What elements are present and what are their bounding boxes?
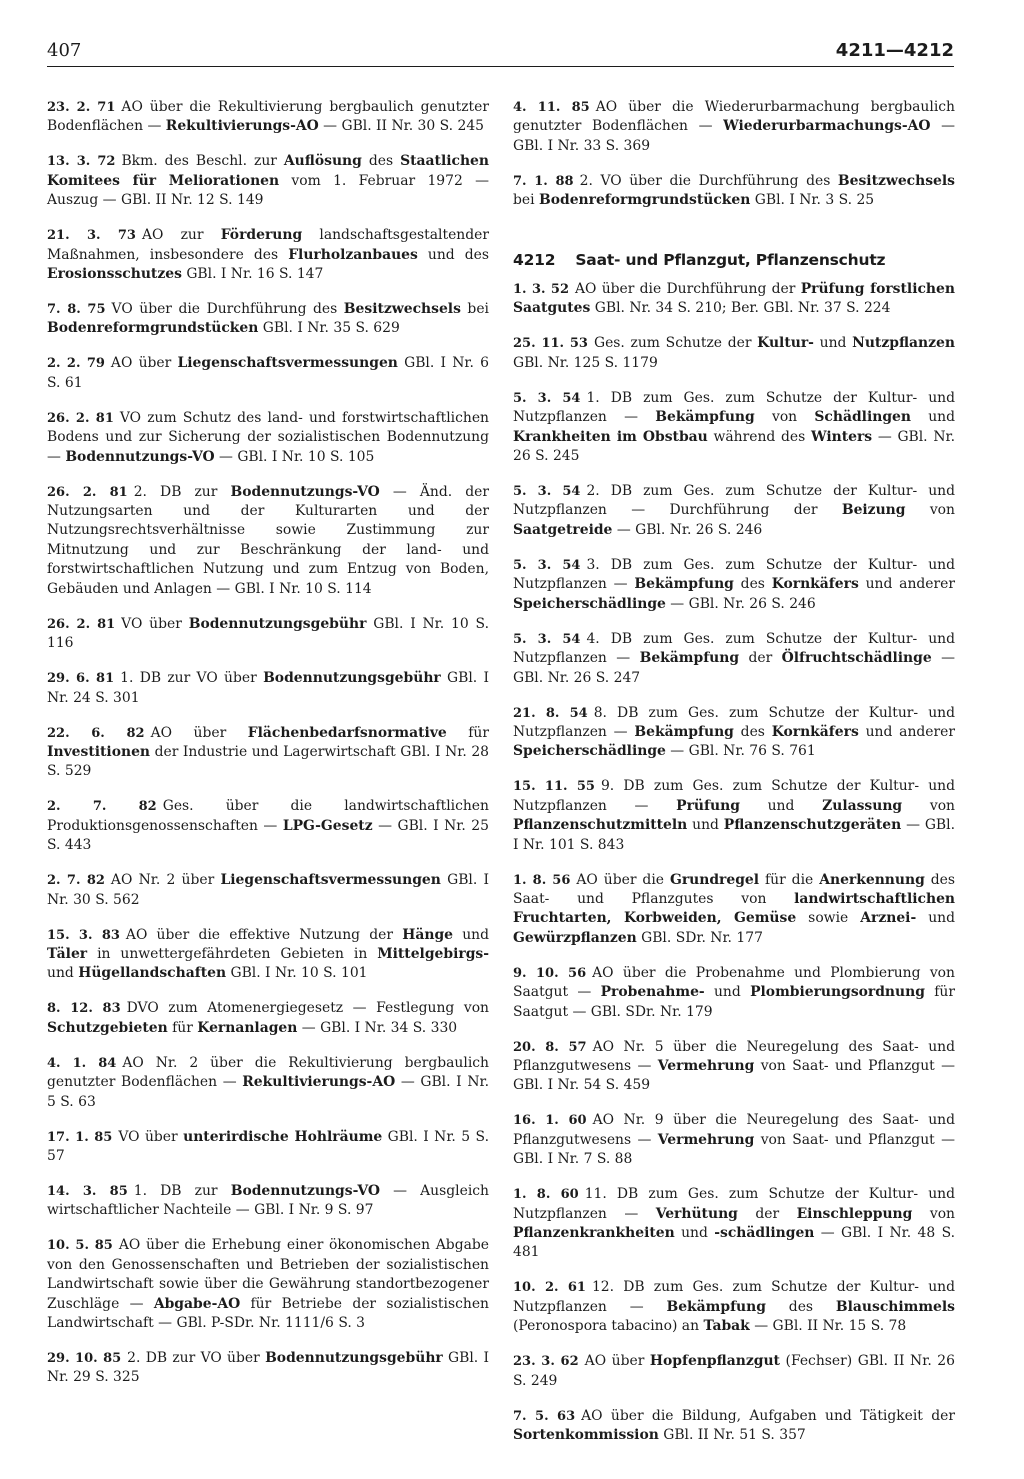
entry-text: des <box>733 576 772 593</box>
entry-text: 1. DB zum Ges. zum Schutze der Kultur- und Nutzpflanzen — <box>513 389 955 426</box>
entry-text: GBl. I Nr. 29 S. 325 <box>47 1350 489 1386</box>
entry-text: Ges. zum Schutze der <box>593 335 758 352</box>
entry-text: GBl. I Nr. 35 S. 629 <box>258 320 400 337</box>
entry-text: AO Nr. 9 über die Neuregelung des Saat- und Pflanzgutwesens — <box>513 1112 955 1148</box>
entry-text: 8. DB zum Ges. zum Schutze der Kultur- und Nutzpflanzen — <box>513 704 955 740</box>
entry-text: GBl. Nr. 34 S. 210; Ber. GBl. Nr. 37 S. 224 <box>590 300 891 317</box>
entry-date: 2. 7. 82 <box>47 799 157 815</box>
entry-text: AO Nr. 2 über die Rekultivierung bergbaulich genutzter Bodenflächen — <box>47 1054 489 1091</box>
entry-keyword: Bekämpfung <box>666 1298 766 1315</box>
entry-text: GBl. I Nr. 5 S. 57 <box>47 1128 489 1164</box>
entry-text: — Ausgleich wirtschaftlicher Nachteile — GBl. I Nr. 9 S. 97 <box>47 1182 489 1219</box>
entry-date: 7. 5. 63 <box>513 1408 576 1424</box>
entry-keyword: -schädlingen <box>714 1225 815 1241</box>
entry-text: des <box>361 153 401 170</box>
entry-text: und <box>687 817 724 834</box>
entry-keyword: Winters <box>811 428 873 445</box>
entry-date: 26. 2. 81 <box>47 616 116 632</box>
entry-text: Ges. über die landwirtschaftlichen Produktionsgenossenschaften — <box>47 798 489 834</box>
entry-keyword: Flurholzanbaues <box>288 246 418 263</box>
entry-text: AO über <box>150 724 248 741</box>
page-header <box>47 40 954 68</box>
entry-text: von <box>905 502 955 519</box>
entry-text: und des <box>417 246 489 263</box>
entry-keyword: Speicherschädlinge <box>513 595 666 612</box>
right-top-entries <box>513 98 955 211</box>
entry-date: 16. 1. 60 <box>513 1113 587 1129</box>
entry-keyword: Gewürzpflanzen <box>513 929 637 946</box>
page-number: 407 <box>47 40 82 61</box>
entry-keyword: Beizung <box>841 502 906 519</box>
entry-text: — GBl. Nr. 76 S. 761 <box>665 743 816 760</box>
entry-keyword: Tabak <box>703 1318 750 1335</box>
entry-keyword: Kernanlagen <box>197 1019 298 1036</box>
entry-keyword: Vermehrung <box>657 1131 755 1148</box>
entry-text: VO über <box>118 1128 184 1145</box>
entry-date: 1. 8. 60 <box>513 1187 579 1203</box>
entry-keyword: Saatgetreide <box>513 521 613 538</box>
index-entry <box>513 1111 955 1169</box>
entry-date: 4. 1. 84 <box>47 1055 117 1071</box>
header-rule <box>47 66 954 67</box>
entry-date: 17. 1. 85 <box>47 1129 113 1145</box>
entry-keyword: Pflanzenkrankheiten <box>513 1225 675 1241</box>
entry-text: des <box>765 1298 836 1315</box>
entry-date: 22. 6. 82 <box>47 725 145 741</box>
index-entry <box>47 1128 489 1167</box>
entry-keyword: landwirtschaftlichen Fruchtarten, Korbweiden, Gemüse <box>513 890 955 927</box>
entry-date: 15. 3. 83 <box>47 927 120 943</box>
entry-keyword: Auflösung <box>283 153 362 170</box>
entry-date: 10. 2. 61 <box>513 1280 586 1296</box>
entry-text: des <box>733 723 772 740</box>
entry-keyword: Bodennutzungs-VO <box>230 1182 380 1199</box>
entry-text: VO über <box>121 615 189 632</box>
entry-text: AO Nr. 2 über <box>110 872 221 889</box>
entry-keyword: Hügellandschaften <box>78 965 227 982</box>
entry-text: von <box>754 409 815 426</box>
index-entry <box>47 152 489 210</box>
entry-text: von <box>912 1205 955 1222</box>
entry-text: in unwettergefährdeten Gebieten in <box>87 945 378 962</box>
index-entry <box>47 354 489 393</box>
entry-text: VO zum Schutz des land- und forstwirtschaftlichen Bodens und zur Sicherung der sozialistischen Bodennutzung — <box>47 409 489 465</box>
index-entry <box>513 1407 955 1446</box>
index-entry <box>513 98 955 156</box>
entry-text: AO über die Durchführung der <box>575 281 801 298</box>
entry-text: — GBl. Nr. 26 S. 246 <box>612 521 763 538</box>
entry-text: 1. DB zur <box>133 1182 231 1199</box>
entry-keyword: unterirdische Hohlräume <box>183 1128 383 1145</box>
entry-text: AO über die Rekultivierung bergbaulich genutzter Bodenflächen — <box>47 99 489 135</box>
entry-text: — Änd. der Nutzungsarten und der Kulturarten und der Nutzungsrechtsverhältnisse sowie Zustimmung zur Mitnutzung und zur Beschränkung der land- und forstwirtschaftlichen Nutzung und zum Entzug von Boden, Gebäuden und Anlagen — GBl. I Nr. 10 S. 114 <box>47 483 489 597</box>
index-entry <box>47 98 489 137</box>
entry-text: DVO zum Atomenergiegesetz — Festlegung von <box>126 1000 490 1017</box>
entry-text: der <box>737 1205 797 1222</box>
entry-text: AO über die Erhebung einer ökonomischen Abgabe von den Genossenschaften und Betrieben der sozialistischen Landwirtschaft sowie über die Gewährung standortbezogener Zuschläge — <box>47 1237 489 1312</box>
entry-date: 7. 1. 88 <box>513 173 574 189</box>
entry-text: und <box>916 910 956 927</box>
entry-keyword: Staatlichen Komitees für Meliorationen <box>47 153 489 189</box>
entry-keyword: Liegenschaftsvermessungen <box>177 355 398 372</box>
entry-text: bei <box>513 192 539 209</box>
entry-keyword: Bekämpfung <box>634 723 734 740</box>
entry-text: GBl. II Nr. 51 S. 357 <box>658 1427 806 1444</box>
entry-text: AO über <box>584 1353 650 1370</box>
index-entry <box>47 1054 489 1112</box>
index-entry <box>513 630 955 688</box>
entry-keyword: Einschleppung <box>796 1205 913 1222</box>
entry-date: 14. 3. 85 <box>47 1183 128 1199</box>
entry-keyword: Pflanzenschutzgeräten <box>723 817 902 834</box>
entry-keyword: Plombierungsordnung <box>750 984 925 1001</box>
entry-text: AO über die Wiederurbarmachung bergbaulich genutzter Bodenflächen — <box>513 99 955 135</box>
entry-text: — GBl. I Nr. 101 S. 843 <box>513 817 955 853</box>
entry-text: für <box>167 1019 198 1036</box>
index-entry <box>47 615 489 654</box>
entry-date: 13. 3. 72 <box>47 154 116 170</box>
entry-keyword: Speicherschädlinge <box>513 743 666 760</box>
entry-keyword: Prüfung <box>676 797 740 814</box>
entry-text: 3. DB zum Ges. zum Schutze der Kultur- und Nutzpflanzen — <box>513 556 955 593</box>
entry-keyword: Bekämpfung <box>634 576 734 593</box>
entry-date: 21. 3. 73 <box>47 228 136 244</box>
entry-date: 4. 11. 85 <box>513 100 590 115</box>
entry-text: 2. DB zum Ges. zum Schutze der Kultur- und Nutzpflanzen — Durchführung der <box>513 483 955 519</box>
entry-keyword: Schädlingen <box>814 409 911 426</box>
entry-text: bei <box>460 301 489 318</box>
index-entry <box>47 669 489 708</box>
entry-text: von Saat- und Pflanzgut — GBl. I Nr. 7 S. 88 <box>513 1131 955 1168</box>
entry-text: — GBl. Nr. 26 S. 247 <box>513 650 955 686</box>
index-entry <box>513 1278 955 1336</box>
entry-text: — GBl. I Nr. 5 S. 63 <box>47 1074 489 1110</box>
entry-text: für Betriebe der sozialistischen Landwirtschaft — GBl. P-SDr. Nr. 1111/6 S. 3 <box>47 1295 489 1331</box>
entry-text: für <box>446 724 489 741</box>
entry-keyword: Kornkäfers <box>771 576 859 593</box>
entry-date: 23. 2. 71 <box>47 100 116 115</box>
entry-date: 29. 10. 85 <box>47 1351 122 1366</box>
entry-date: 7. 8. 75 <box>47 302 106 318</box>
entry-text: 4. DB zum Ges. zum Schutze der Kultur- und Nutzpflanzen — <box>513 630 955 667</box>
entry-keyword: Prüfung forstlichen Saatgutes <box>513 281 955 317</box>
entry-text: Bkm. des Beschl. zur <box>121 153 284 170</box>
entry-keyword: Bekämpfung <box>639 650 740 667</box>
entry-date: 1. 8. 56 <box>513 872 571 888</box>
entry-text: — GBl. I Nr. 33 S. 369 <box>513 118 955 154</box>
entry-date: 23. 3. 62 <box>513 1354 579 1370</box>
entry-date: 26. 2. 81 <box>47 484 128 500</box>
entry-date: 29. 6. 81 <box>47 671 115 687</box>
entry-keyword: Probenahme- <box>600 984 705 1001</box>
entry-date: 21. 8. 54 <box>513 705 588 721</box>
entry-keyword: Ölfruchtschädlinge <box>781 650 932 667</box>
entry-text: GBl. Nr. 125 S. 1179 <box>513 354 658 371</box>
entry-text: 11. DB zum Ges. zum Schutze der Kultur- und Nutzpflanzen — <box>513 1186 955 1222</box>
entry-text: AO über <box>110 355 178 372</box>
entry-keyword: Blauschimmels <box>835 1298 955 1315</box>
entry-date: 15. 11. 55 <box>513 779 595 795</box>
entry-text: VO über die Durchführung des <box>111 301 344 318</box>
entry-text: und <box>910 409 955 426</box>
entry-text: der <box>739 650 782 667</box>
entry-text: 2. VO über die Durchführung des <box>579 172 838 189</box>
entry-keyword: Bodennutzungsgebühr <box>263 670 441 687</box>
entry-text: GBl. I Nr. 3 S. 25 <box>750 192 875 209</box>
entry-text: GBl. I Nr. 30 S. 562 <box>47 872 489 908</box>
entry-keyword: Verhütung <box>655 1205 738 1222</box>
entry-text: 2. DB zur <box>133 483 231 500</box>
index-entry <box>513 482 955 540</box>
entry-date: 2. 2. 79 <box>47 356 105 372</box>
index-entry <box>513 704 955 762</box>
entry-keyword: Bodennutzungsgebühr <box>265 1350 443 1366</box>
entry-keyword: Bodenreformgrundstücken <box>47 320 259 337</box>
index-entry <box>47 483 489 599</box>
index-entry <box>47 1182 489 1221</box>
entry-text: AO zur <box>141 227 221 244</box>
entry-keyword: Bodennutzungs-VO <box>230 483 380 500</box>
entry-date: 1. 3. 52 <box>513 282 569 298</box>
entry-text: von Saat- und Pflanzgut — GBl. I Nr. 54 S. 459 <box>513 1057 955 1094</box>
entry-text: und <box>813 335 853 352</box>
entry-text: GBl. SDr. Nr. 177 <box>636 929 763 946</box>
entry-text: und <box>704 984 751 1001</box>
section-entries <box>513 280 955 1445</box>
entry-keyword: LPG-Gesetz <box>282 817 373 834</box>
entry-date: 5. 3. 54 <box>513 557 581 573</box>
index-entry <box>513 280 955 319</box>
index-entry <box>513 389 955 467</box>
entry-text: des Saat- und Pflanzgutes von <box>513 871 956 907</box>
section-heading <box>513 251 955 270</box>
entry-text: während des <box>707 428 811 445</box>
index-entry <box>47 1236 489 1333</box>
entry-keyword: Abgabe-AO <box>153 1295 241 1312</box>
entry-keyword: Pflanzenschutzmitteln <box>513 817 688 834</box>
entry-text: AO über die effektive Nutzung der <box>125 926 403 943</box>
entry-text: GBl. I Nr. 10 S. 101 <box>226 965 368 982</box>
entry-text: GBl. I Nr. 6 S. 61 <box>47 355 489 391</box>
entry-text: (Fechser) GBl. II Nr. 26 S. 249 <box>513 1353 955 1389</box>
entry-text: und <box>453 926 489 943</box>
index-entry <box>513 556 955 614</box>
index-entry <box>47 871 489 910</box>
entry-text: der Industrie und Lagerwirtschaft GBl. I Nr. 28 S. 529 <box>47 743 489 780</box>
entry-date: 25. 11. 53 <box>513 336 588 352</box>
entry-keyword: Liegenschaftsvermessungen <box>220 872 441 889</box>
entry-text: — GBl. I Nr. 10 S. 105 <box>214 448 375 465</box>
entry-text: 1. DB zur VO über <box>120 670 264 687</box>
entry-keyword: Grundregel <box>669 871 760 888</box>
entry-keyword: Besitzwechsels <box>343 301 461 318</box>
entry-text: GBl. I Nr. 10 S. 116 <box>47 615 489 652</box>
entry-keyword: Förderung <box>220 227 303 244</box>
entry-date: 26. 2. 81 <box>47 410 114 426</box>
index-entry <box>513 172 955 211</box>
entry-keyword: Rekultivierungs-AO <box>165 118 319 135</box>
entry-text: — GBl. I Nr. 48 S. 481 <box>513 1225 956 1261</box>
right-column <box>513 98 955 1461</box>
entry-keyword: Wiederurbarmachungs-AO <box>723 118 931 135</box>
entry-text: — GBl. II Nr. 15 S. 78 <box>749 1318 907 1335</box>
entry-keyword: Arznei- <box>860 910 917 927</box>
index-entry <box>47 300 489 339</box>
entry-keyword: Schutzgebieten <box>47 1019 168 1036</box>
index-entry <box>513 871 955 949</box>
entry-keyword: Krankheiten im Obstbau <box>513 428 708 445</box>
entry-keyword: Erosionsschutzes <box>47 266 182 283</box>
entry-text: vom 1. Februar 1972 — Auszug — GBl. II Nr. 12 S. 149 <box>47 172 489 209</box>
entry-date: 5. 3. 54 <box>513 390 581 406</box>
entry-date: 9. 10. 56 <box>513 965 587 981</box>
entry-text: und anderer <box>858 723 955 740</box>
index-entry <box>513 777 955 855</box>
entry-keyword: Rekultivierungs-AO <box>242 1074 396 1091</box>
entry-text: AO Nr. 5 über die Neuregelung des Saat- und Pflanzgutwesens — <box>513 1038 955 1074</box>
section-title: Saat- und Pflanzgut, Pflanzenschutz <box>575 250 886 269</box>
entry-keyword: Besitzwechsels <box>837 172 955 189</box>
index-entry <box>513 334 955 373</box>
entry-date: 8. 12. 83 <box>47 1001 121 1017</box>
entry-keyword: Kultur- <box>757 335 814 352</box>
index-entry <box>513 1185 955 1263</box>
entry-text: 9. DB zum Ges. zum Schutze der Kultur- und Nutzpflanzen — <box>513 778 955 814</box>
index-entry <box>47 724 489 782</box>
entry-text: — GBl. I Nr. 25 S. 443 <box>47 817 489 854</box>
index-entry <box>513 964 955 1022</box>
entry-text: AO über die Probenahme und Plombierung von Saatgut — <box>513 964 955 1001</box>
entry-text: GBl. I Nr. 16 S. 147 <box>181 266 324 283</box>
entry-text: — GBl. II Nr. 30 S. 245 <box>318 118 484 135</box>
entry-date: 5. 3. 54 <box>513 631 581 647</box>
entry-keyword: Bodennutzungs-VO <box>65 448 215 465</box>
entry-text: für Saatgut — GBl. SDr. Nr. 179 <box>513 984 955 1020</box>
entry-text: (Peronospora tabacino) an <box>513 1318 704 1335</box>
entry-date: 20. 8. 57 <box>513 1039 587 1055</box>
section-range: 4211—4212 <box>835 40 954 61</box>
index-entry <box>47 999 489 1038</box>
entry-keyword: Bekämpfung <box>655 409 755 426</box>
entry-text: von <box>902 797 956 814</box>
entry-keyword: Flächenbedarfsnormative <box>247 724 447 741</box>
entry-date: 10. 5. 85 <box>47 1238 113 1254</box>
entry-text: und anderer <box>858 576 955 593</box>
entry-keyword: Kornkäfers <box>771 723 859 740</box>
index-entry <box>47 409 489 467</box>
left-column <box>47 98 489 1403</box>
entry-keyword: Bodennutzungsgebühr <box>188 615 367 632</box>
entry-text: 2. DB zur VO über <box>127 1350 266 1366</box>
entry-keyword: Mittelgebirgs- <box>377 945 489 962</box>
entry-text: und <box>47 965 79 982</box>
entry-text: — GBl. I Nr. 34 S. 330 <box>297 1019 458 1036</box>
index-entry <box>47 926 489 984</box>
entry-keyword: Hopfenpflanzgut <box>649 1353 780 1370</box>
entry-text: — GBl. Nr. 26 S. 246 <box>665 595 816 612</box>
entry-text: landschaftsgestaltender Maßnahmen, insbesondere des <box>47 227 489 263</box>
entry-text: und <box>674 1225 715 1241</box>
entry-text: für die <box>759 871 820 888</box>
entry-text: GBl. I Nr. 24 S. 301 <box>47 670 490 706</box>
entry-keyword: Vermehrung <box>657 1057 755 1074</box>
index-entry <box>47 1349 489 1388</box>
index-entry <box>47 226 489 284</box>
entry-keyword: Nutzpflanzen <box>852 335 955 352</box>
entry-text: AO über die Bildung, Aufgaben und Tätigkeit der <box>581 1407 955 1424</box>
entry-keyword: Anerkennung <box>819 871 925 888</box>
entry-keyword: Täler <box>47 945 88 962</box>
entry-keyword: Investitionen <box>47 743 151 760</box>
entry-keyword: Sortenkommission <box>513 1427 659 1444</box>
entry-text: sowie <box>796 910 861 927</box>
entry-keyword: Zulassung <box>822 797 903 814</box>
entry-date: 2. 7. 82 <box>47 873 105 889</box>
index-entry <box>47 797 489 855</box>
index-entry <box>513 1038 955 1096</box>
entry-text: 12. DB zum Ges. zum Schutze der Kultur- und Nutzpflanzen — <box>513 1279 955 1315</box>
entry-text: und <box>739 797 823 814</box>
index-entry <box>513 1352 955 1391</box>
section-number: 4212 <box>513 250 556 269</box>
entry-keyword: Bodenreformgrundstücken <box>538 192 751 209</box>
entry-keyword: Hänge <box>402 926 453 943</box>
entry-text: AO über die <box>576 871 670 888</box>
entry-text: — GBl. Nr. 26 S. 245 <box>513 428 955 465</box>
entry-date: 5. 3. 54 <box>513 484 581 500</box>
